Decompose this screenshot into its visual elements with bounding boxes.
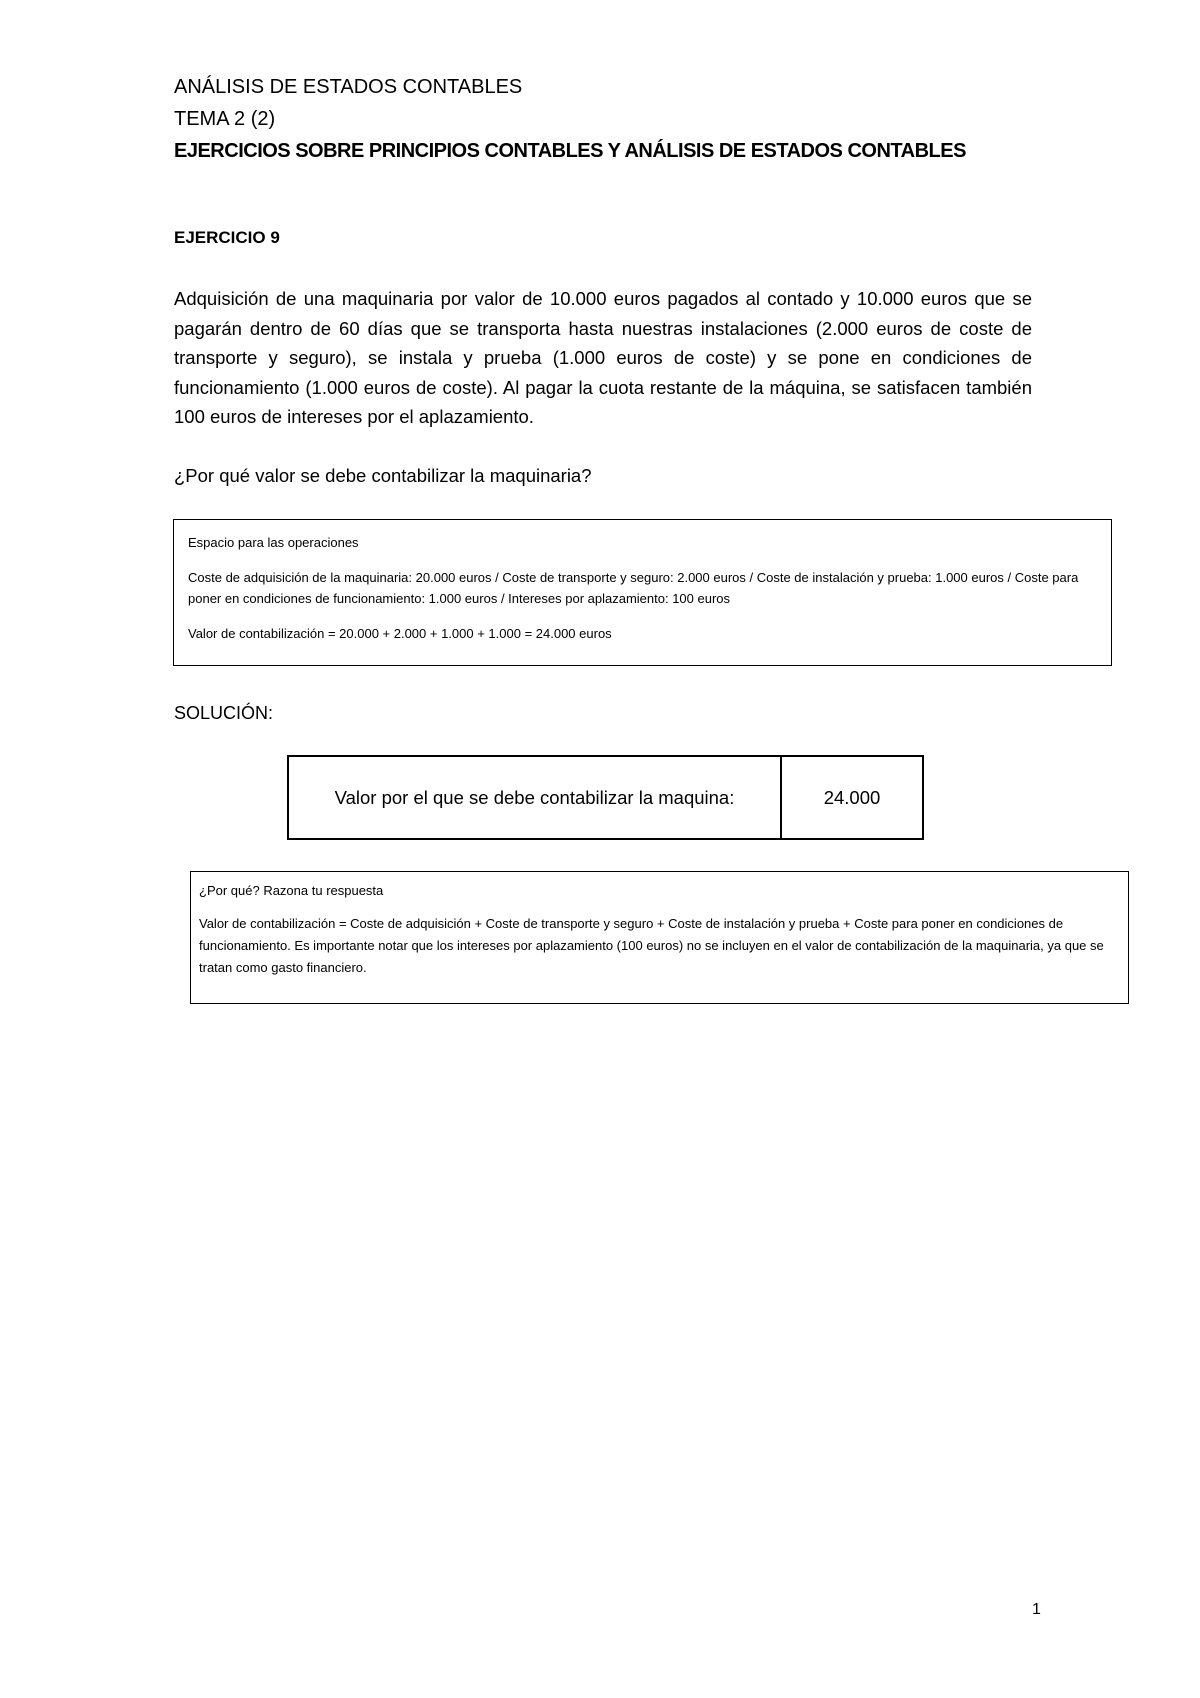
operations-formula-text: Valor de contabilización = 20.000 + 2.000 + 1.000 + 1.000 = 24.000 euros bbox=[188, 626, 612, 641]
page-number: 1 bbox=[1032, 1601, 1041, 1618]
document-title: EJERCICIOS SOBRE PRINCIPIOS CONTABLES Y ANÁLISIS DE ESTADOS CONTABLES bbox=[174, 140, 966, 162]
operations-box bbox=[173, 519, 1112, 666]
topic-heading: TEMA 2 (2) bbox=[174, 108, 276, 130]
solution-table bbox=[287, 755, 924, 840]
exercise-question: ¿Por qué valor se debe contabilizar la maquinaria? bbox=[174, 465, 592, 486]
solution-label: SOLUCIÓN: bbox=[174, 703, 274, 723]
solution-row-label: Valor por el que se debe contabilizar la maquina: bbox=[288, 756, 781, 839]
reasoning-box bbox=[190, 871, 1129, 1004]
reasoning-text: Valor de contabilización = Coste de adquisición + Coste de transporte y seguro + Coste de instalación y prueba + Coste para poner en condiciones de funcionamiento. Es importante notar que los intereses por aplazamiento (100 euros) no se incluyen en el valor de contabilización de la maquinaria, ya que se tratan como gasto financiero. bbox=[199, 916, 1104, 975]
reasoning-box-label: ¿Por qué? Razona tu respuesta bbox=[199, 883, 384, 898]
solution-row-value: 24.000 bbox=[781, 756, 923, 839]
exercise-title: EJERCICIO 9 bbox=[174, 228, 280, 247]
exercise-statement: Adquisición de una maquinaria por valor de 10.000 euros pagados al contado y 10.000 euros que se pagarán dentro de 60 días que se transporta hasta nuestras instalaciones (2.000 euros de coste de transporte y seguro), se instala y prueba (1.000 euros de coste) y se pone en condiciones de funcionamiento (1.000 euros de coste). Al pagar la cuota restante de la máquina, se satisfacen también 100 euros de intereses por el aplazamiento. bbox=[174, 288, 1032, 427]
operations-box-label: Espacio para las operaciones bbox=[188, 535, 359, 550]
solution-row bbox=[288, 756, 923, 839]
operations-costs-text: Coste de adquisición de la maquinaria: 20.000 euros / Coste de transporte y seguro: 2.000 euros / Coste de instalación y prueba: 1.000 euros / Coste para poner en condiciones de funcionamiento: 1.000 euros / Intereses por aplazamiento: 100 euros bbox=[188, 570, 1079, 606]
subject-heading: ANÁLISIS DE ESTADOS CONTABLES bbox=[174, 76, 523, 98]
